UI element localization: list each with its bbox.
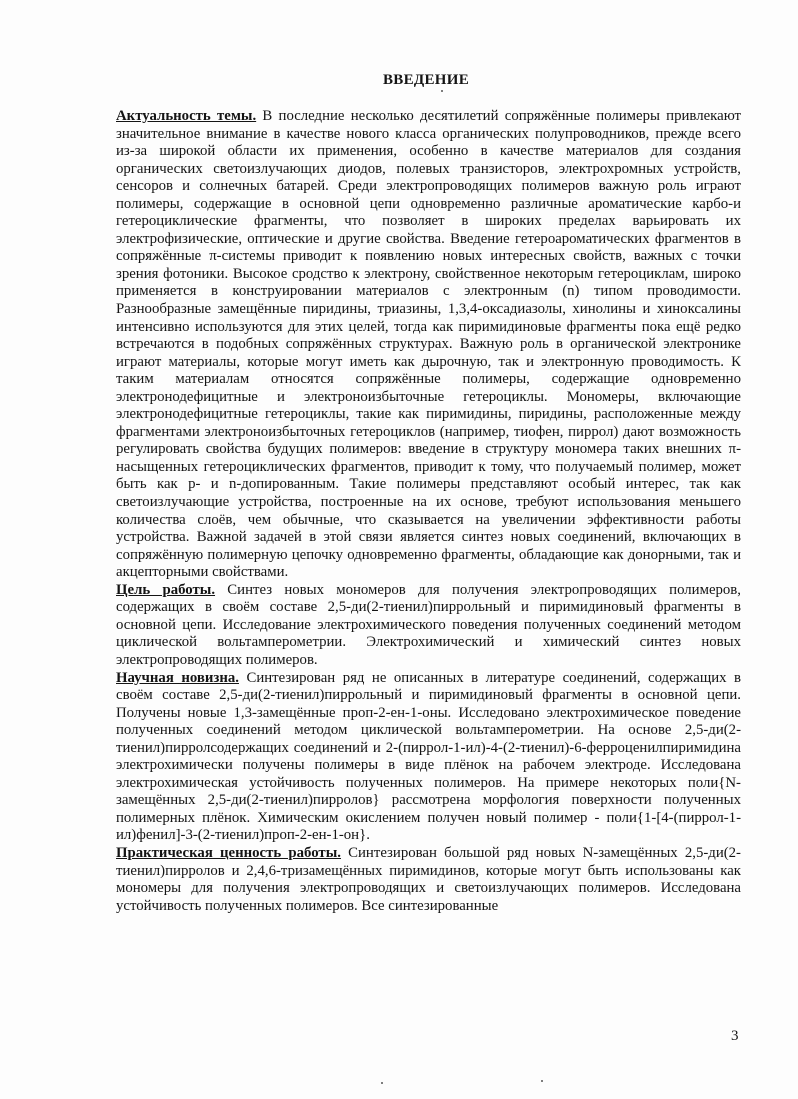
section-body: Синтезирован ряд не описанных в литературе соединений, содержащих в своём составе 2,5-ди(2-тиенил)пиррольный и пиримидиновый фрагменты в основной цепи. Получены новые 1,3-замещённые проп-2-ен-1-оны. Исследовано электрохимическое поведение полученных соединений методом циклической вольтамперометрии. На основе 2,5-ди(2-тиенил)пирролсодержащих соединений и 2-(пиррол-1-ил)-4-(2-тиенил)-6-ферроценилпиримидина электрохимически получены полимеры в виде плёнок на рабочем электроде. Исследована электрохимическая устойчивость полученных полимеров. На примере некоторых поли{N-замещённых 2,5-ди(2-тиенил)пирролов} рассмотрена морфология поверхности полученных полимерных плёнок. Химическим окислением получен новый полимер - поли{1-[4-(пиррол-1-ил)фенил]-3-(2-тиенил)проп-2-ен-1-он}. — [116, 669, 742, 844]
document-body — [116, 108, 741, 915]
section-body: В последние несколько десятилетий сопряжённые полимеры привлекают значительное внимание в качестве нового класса органических полупроводников, прежде всего из-за широкой области их применения, особенно в качестве материалов для создания органических светоизлучающих диодов, полевых транзисторов, электрохромных устройств, сенсоров и солнечных батарей. Среди электропроводящих полимеров важную роль играют полимеры, содержащие в основной цепи одновременно различные ароматические карбо-и гетероциклические фрагменты, что позволяет в широких пределах варьировать их электрофизические, оптические и другие свойства. Введение гетероароматических фрагментов в сопряжённые π-системы приводит к появлению новых интересных свойств, важных с точки зрения фотоники. Высокое сродство к электрону, свойственное некоторым гетероциклам, широко применяется в конструировании материалов с электронным (n) типом проводимости. Разнообразные замещённые пиридины, триазины, 1,3,4-оксадиазолы, хинолины и хиноксалины интенсивно используются для этих целей, тогда как пиримидиновые фрагменты пока ещё редко встречаются в подобных сопряжённых структурах. Важную роль в органической электронике играют материалы, которые могут иметь как дырочную, так и электронную проводимость. К таким материалам относятся сопряжённые полимеры, содержащие одновременно электронодефицитные и электроноизбыточные гетероциклы. Мономеры, включающие электронодефицитные гетероциклы, такие как пиримидины, пиридины, расположенные между фрагментами электроноизбыточных гетероциклов (например, тиофен, пиррол) дают возможность регулировать свойства будущих полимеров: введение в структуру мономера таких внешних π-насыщенных гетероциклических фрагментов, приводит к тому, что получаемый полимер, может быть как p- и n-допированным. Такие полимеры представляют особый интерес, так как светоизлучающие устройства, построенные на их основе, требуют использования меньшего количества слоёв, чем обычные, что сказывается на увеличении эффективности работы устройства. Важной задачей в этой связи является синтез новых соединений, включающих в сопряжённую полимерную цепочку одновременно фрагменты, обладающие как донорными, так и акцепторными свойствами. — [116, 108, 742, 581]
section-body: Синтез новых мономеров для получения электропроводящих полимеров, содержащих в своём составе 2,5-ди(2-тиенил)пиррольный и пиримидиновый фрагменты в основной цепи. Исследование электрохимического поведения полученных соединений методом циклической вольтамперометрии. Электрохимический и химический синтез новых электропроводящих полимеров. — [116, 581, 741, 668]
scan-speck — [541, 1080, 543, 1082]
section-relevance — [116, 108, 741, 582]
section-novelty — [116, 670, 741, 845]
section-heading: Научная новизна. — [116, 669, 239, 686]
section-practical-value — [116, 845, 741, 915]
page-title: ВВЕДЕНИЕ — [382, 72, 470, 88]
section-goal — [116, 582, 741, 670]
section-heading: Актуальность темы. — [116, 108, 257, 124]
scan-speck — [381, 1082, 383, 1084]
page-number: 3 — [731, 1028, 739, 1044]
section-heading: Практическая ценность работы. — [116, 844, 341, 861]
section-body: Синтезирован большой ряд новых N-замещённых 2,5-ди(2-тиенил)пирролов и 2,4,6-тризамещённых пиримидинов, которые могут быть использованы как мономеры для получения электропроводящих и светоизлучающих полимеров. Исследована устойчивость полученных полимеров. Все синтезированные — [116, 844, 741, 914]
section-heading: Цель работы. — [116, 581, 216, 598]
scan-speck — [441, 90, 443, 92]
